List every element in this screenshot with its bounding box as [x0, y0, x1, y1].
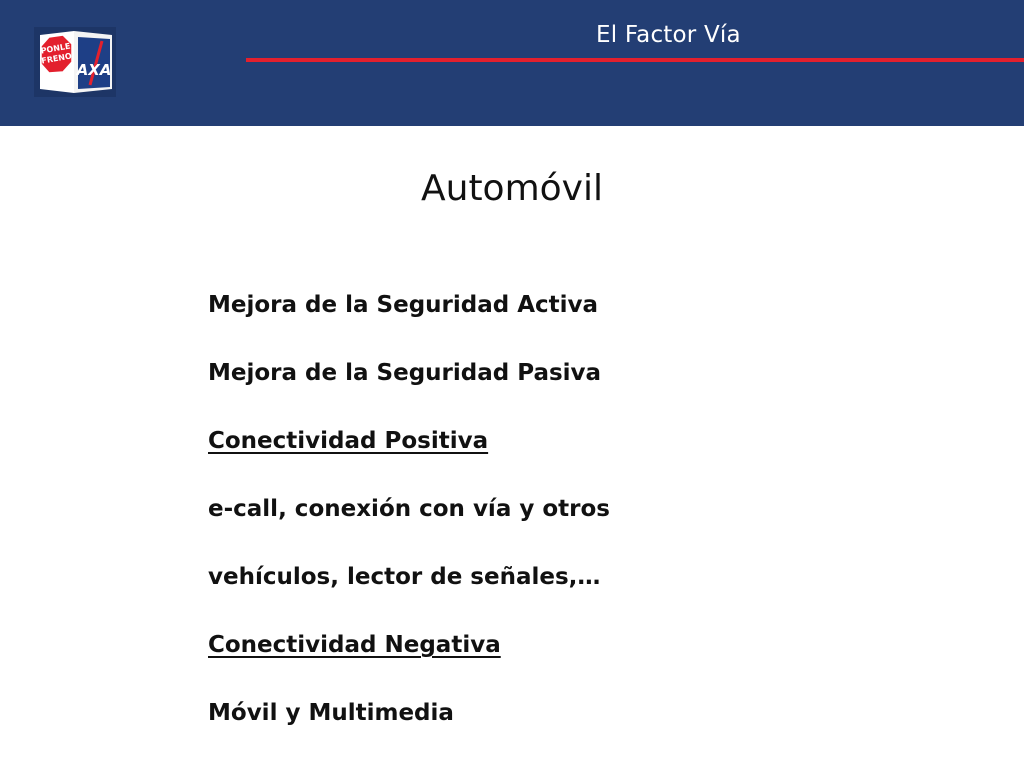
- ponle-badge-text: PONLE: [40, 41, 72, 56]
- freno-badge-text: FRENO: [40, 51, 73, 66]
- header-bar: [0, 0, 1024, 126]
- list-item: Mejora de la Seguridad Activa: [208, 292, 599, 318]
- list-item-heading: Conectividad Negativa: [208, 632, 501, 658]
- header-accent-line: [246, 58, 1024, 62]
- list-item: Móvil y Multimedia: [208, 700, 454, 726]
- list-item: e-call, conexión con vía y otros: [208, 496, 610, 522]
- axa-brand-text: AXA: [76, 61, 112, 79]
- list-item: vehículos, lector de señales,…: [208, 564, 601, 590]
- header-title: El Factor Vía: [596, 22, 741, 48]
- slide-title: Automóvil: [421, 168, 603, 209]
- ponle-freno-axa-logo: [34, 27, 116, 97]
- list-item: Mejora de la Seguridad Pasiva: [208, 360, 602, 386]
- content-list: [208, 286, 610, 762]
- list-item-heading: Conectividad Positiva: [208, 428, 489, 454]
